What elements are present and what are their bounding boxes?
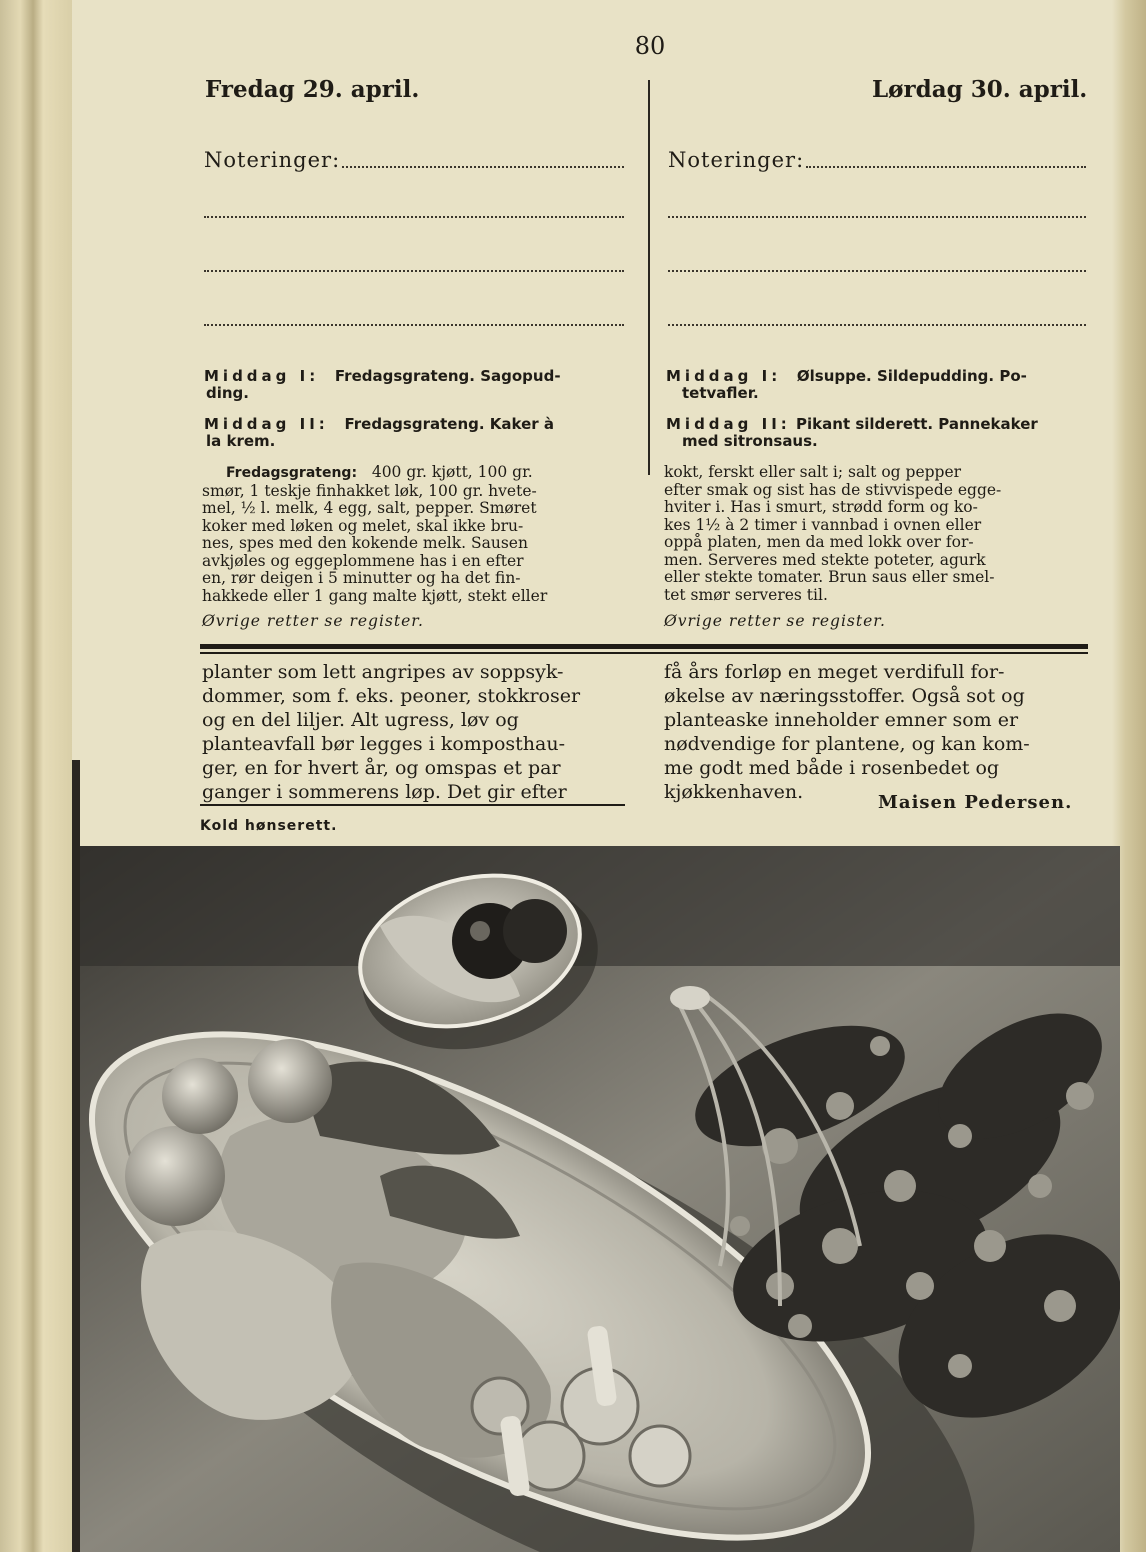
column-end-rule [200,804,625,806]
left-notes-line [204,216,624,218]
article-line: kjøkkenhaven. [664,781,804,803]
page-number: 80 [634,32,666,60]
article-line: og en del liljer. Alt ugress, løv og [202,709,519,731]
menu-label: Middag II: [204,415,329,433]
left-day-title: Fredag 29. april. [205,76,420,103]
right-middag-1 [666,368,1088,402]
column-divider [648,80,650,475]
menu-text: Fredagsgrateng. Kaker à [344,415,555,433]
left-other-dishes: Øvrige retter se register. [202,612,424,630]
recipe-line: smør, 1 teskje finhakket løk, 100 gr. hvete- [202,481,537,500]
binding-shadow [72,760,80,1552]
article-line: ger, en for hvert år, og omspas et par [202,757,561,779]
right-notes-line [668,324,1086,326]
photo-caption: Kold hønserett. [200,818,338,834]
recipe-line: avkjøles og eggeplommene has i en efter [202,551,524,570]
right-notes-line [806,166,1086,168]
right-notes-label: Noteringer: [668,148,805,172]
recipe-line: en, rør deigen i 5 minutter og ha det fin- [202,569,521,587]
recipe-line: efter smak og sist has de stivvispede egge- [664,480,1002,499]
right-recipe [664,464,1088,604]
recipe-line: kes 1½ à 2 timer i vannbad i ovnen eller [664,515,982,534]
menu-label: Middag II: [666,415,791,433]
article-line: ganger i sommerens løp. Det gir efter [202,781,567,803]
menu-text: Ølsuppe. Sildepudding. Po- [796,367,1027,385]
recipe-title: Fredagsgrateng: [226,465,358,481]
right-notes-line [668,270,1086,272]
recipe-line: koker med løken og melet, skal ikke bru- [202,516,524,535]
right-day-title: Lørdag 30. april. [872,76,1088,103]
recipe-line: hviter i. Has i smurt, strødd form og ko- [664,498,978,516]
right-other-dishes: Øvrige retter se register. [664,612,886,630]
article-left-column [202,660,626,804]
food-photo [80,846,1120,1552]
left-notes-line [204,324,624,326]
article-line: planteavfall bør legges i komposthau- [202,733,565,755]
recipe-line: 400 gr. kjøtt, 100 gr. [371,463,533,481]
left-middag-2 [204,416,626,450]
recipe-line: kokt, ferskt eller salt i; salt og pepper [664,463,962,481]
article-line: me godt med både i rosenbedet og [664,757,1000,779]
book-binding [0,0,72,1552]
article-line: planter som lett angripes av soppsyk- [202,661,564,683]
left-notes-line [342,166,624,168]
recipe-line: hakkede eller 1 gang malte kjøtt, stekt eller [202,586,548,605]
recipe-line: men. Serveres med stekte poteter, agurk [664,550,986,569]
right-notes-line [668,216,1086,218]
menu-text: Fredagsgrateng. Sagopud- [334,367,561,385]
menu-label: Middag I: [666,367,782,385]
recipe-line: tet smør serveres til. [664,585,828,604]
recipe-line: oppå platen, men da med lokk over for- [664,533,974,551]
article-line: få års forløp en meget verdifull for- [664,661,1005,683]
menu-text: ding. [206,384,249,402]
section-rule [200,652,1088,654]
left-recipe [202,464,626,605]
left-notes-line [204,270,624,272]
recipe-line: mel, ½ l. melk, 4 egg, salt, pepper. Smøret [202,499,537,517]
section-rule [200,644,1088,649]
menu-text: la krem. [206,432,276,450]
menu-text: med sitronsaus. [682,432,818,450]
menu-text: tetvafler. [682,384,759,402]
article-line: nødvendige for plantene, og kan kom- [664,733,1030,755]
author-signature: Maisen Pedersen. [878,792,1073,813]
article-line: økelse av næringsstoffer. Også sot og [664,685,1025,707]
article-line: planteaske inneholder emner som er [664,709,1019,731]
left-middag-1 [204,368,626,402]
right-middag-2 [666,416,1088,450]
recipe-line: eller stekte tomater. Brun saus eller smel- [664,568,995,586]
menu-label: Middag I: [204,367,320,385]
article-line: dommer, som f. eks. peoner, stokkroser [202,685,581,707]
article-right-column [664,660,1088,804]
left-notes-label: Noteringer: [204,148,341,172]
menu-text: Pikant silderett. Pannekaker [796,415,1038,433]
recipe-line: nes, spes med den kokende melk. Sausen [202,534,528,552]
